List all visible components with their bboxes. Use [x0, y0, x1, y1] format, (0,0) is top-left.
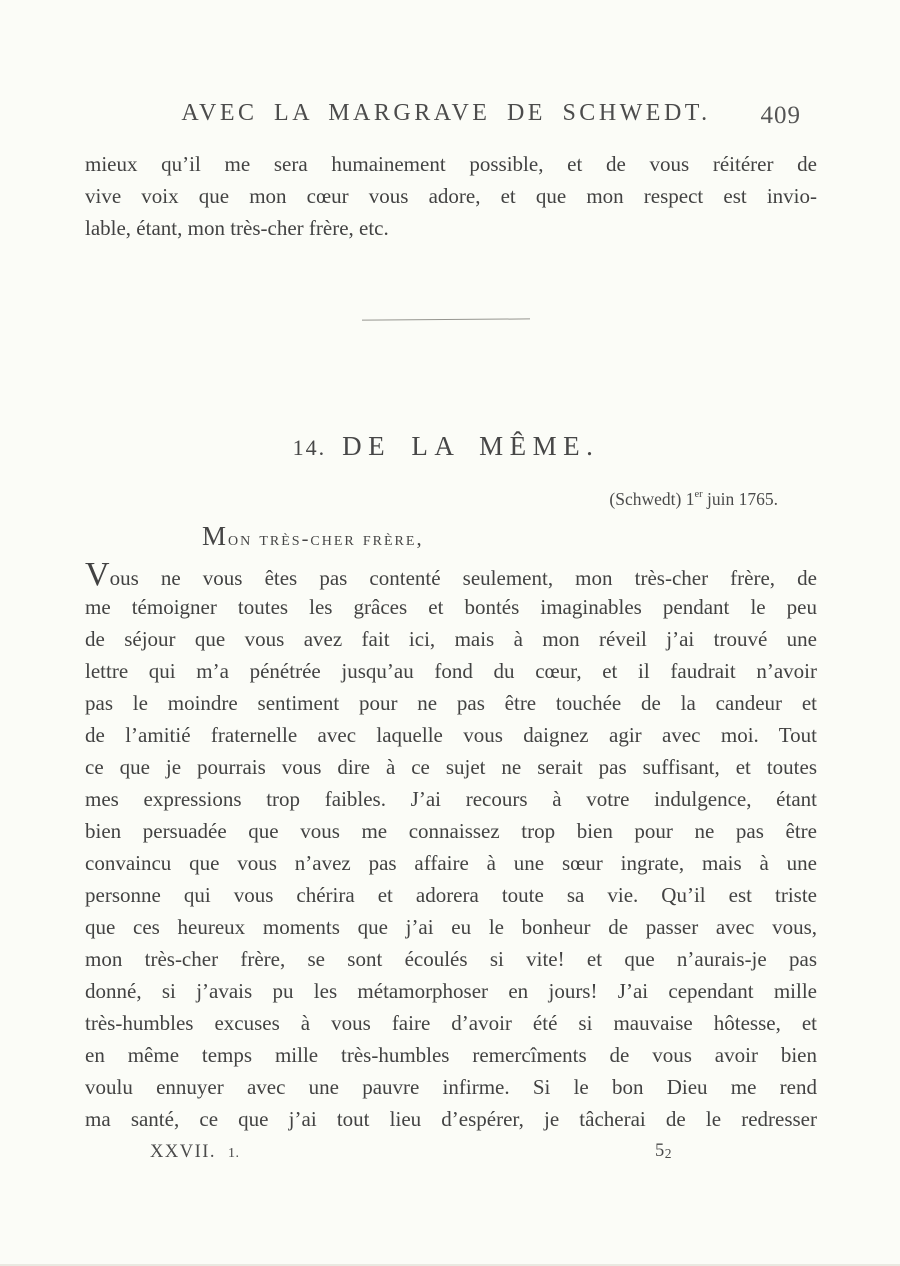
footer-volume-number: XXVII.: [150, 1142, 217, 1162]
section-heading: [85, 431, 807, 462]
text-line: bien persuadée que vous me connaissez trop bien pour ne pas être: [85, 819, 817, 843]
text-line: que ces heureux moments que j’ai eu le bonheur de passer avec vous,: [85, 915, 817, 939]
text-line: donné, si j’avais pu les métamorphoser en jours! J’ai cependant mille: [85, 979, 817, 1003]
section-title: DE LA MÊME.: [342, 431, 600, 461]
text-line: vive voix que mon cœur vous adore, et que mon respect est invio-: [85, 184, 817, 208]
text-line: mes expressions trop faibles. J’ai recours à votre indulgence, étant: [85, 787, 817, 811]
text-line: voulu ennuyer avec une pauvre infirme. Si le bon Dieu me rend: [85, 1075, 817, 1099]
body-lines: [85, 591, 817, 1135]
text-line: de séjour que vous avez fait ici, mais à mon réveil j’ai trouvé une: [85, 627, 817, 651]
text-line-first: [85, 556, 817, 593]
section-number: 14.: [292, 435, 327, 460]
footer-signature-mark: [655, 1141, 672, 1162]
signature-sub-digit: 2: [664, 1146, 672, 1161]
running-header-title: AVEC LA MARGRAVE DE SCHWEDT.: [181, 100, 711, 126]
initial-capital: V: [85, 556, 110, 593]
text-line: ma santé, ce que j’ai tout lieu d’espérer, je tâcherai de le redresser: [85, 1107, 817, 1131]
signature-main-digit: 5: [655, 1141, 665, 1161]
text-line: personne qui vous chérira et adorera toute sa vie. Qu’il est triste: [85, 883, 817, 907]
dateline-place-day: (Schwedt) 1: [609, 489, 695, 509]
text-line: de l’amitié fraternelle avec laquelle vous daignez agir avec moi. Tout: [85, 723, 817, 747]
text-line: ce que je pourrais vous dire à ce sujet ne serait pas suffisant, et toutes: [85, 755, 817, 779]
text-line: pas le moindre sentiment pour ne pas être touchée de la candeur et: [85, 691, 817, 715]
running-header: [85, 100, 807, 140]
text-line: lettre qui m’a pénétrée jusqu’au fond du cœur, et il faudrait n’avoir: [85, 659, 817, 683]
text-line: mieux qu’il me sera humainement possible, et de vous réitérer de: [85, 152, 817, 176]
letter-salutation: Mon très-cher frère,: [202, 521, 424, 551]
footer-volume: [150, 1142, 240, 1163]
dateline-ordinal: er: [694, 489, 703, 501]
text-line: mon très-cher frère, se sont écoulés si vite! et que n’aurais-je pas: [85, 947, 817, 971]
text-line: très-humbles excuses à vous faire d’avoir été si mauvaise hôtesse, et: [85, 1011, 817, 1035]
text-line: lable, étant, mon très-cher frère, etc.: [85, 216, 389, 240]
dateline-rest: juin 1765.: [702, 489, 778, 509]
letter-dateline: [85, 489, 778, 510]
text-line: convaincu que vous n’avez pas affaire à une sœur ingrate, mais à une: [85, 851, 817, 875]
text-line: en même temps mille très-humbles remercîments de vous avoir bien: [85, 1043, 817, 1067]
letter-body: [85, 556, 817, 1135]
footer-part-number: 1.: [228, 1146, 240, 1161]
continuation-paragraph: [85, 148, 817, 244]
first-line-text: ous ne vous êtes pas contenté seulement, mon très-cher frère, de: [109, 566, 817, 590]
text-line: me témoigner toutes les grâces et bontés imaginables pendant le peu: [85, 595, 817, 619]
section-divider: [362, 318, 530, 320]
page-number: 409: [760, 102, 801, 129]
